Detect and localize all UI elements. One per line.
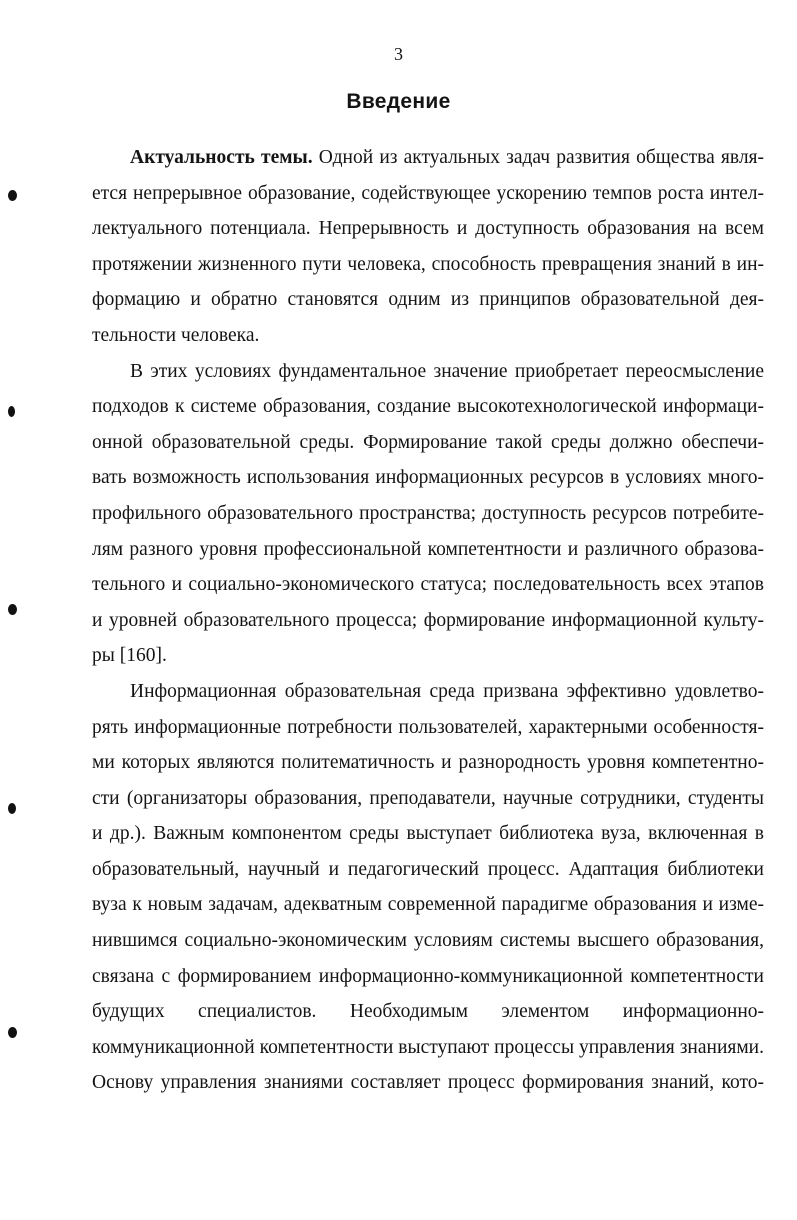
paragraph-line: нившимся социально-экономическим условиям системы высшего образования, [92,930,764,952]
paragraph-line: Актуальность темы. Одной из актуальных задач развития общества явля- [130,147,765,168]
paragraph-line: подходов к системе образования, создание высокотехнологической информаци- [92,396,764,418]
paragraph-line: формацию и обратно становятся одним из принципов образовательной дея- [92,289,764,311]
paragraph-3 [92,674,764,1101]
body-text [92,140,764,1101]
paragraph-line: и др.). Важным компонентом среды выступает библиотека вуза, включенная в [92,823,764,845]
paragraph-line: протяжении жизненного пути человека, способность превращения знаний в ин- [92,253,764,275]
paragraph-lead: Актуальность темы. [130,147,313,168]
binding-hole-mark [8,1027,17,1038]
paragraph-line: образовательный, научный и педагогический процесс. Адаптация библиотеки [92,858,764,880]
paragraph-line: ется непрерывное образование, содействующее ускорению темпов роста интел- [92,182,764,204]
paragraph-line: сти (организаторы образования, преподаватели, научные сотрудники, студенты [92,787,764,809]
paragraph-line: тельного и социально-экономического статуса; последовательность всех этапов [92,574,764,596]
page-number: 3 [394,44,403,64]
paragraph-line: Основу управления знаниями составляет процесс формирования знаний, кото- [92,1072,764,1094]
paragraph-line: В этих условиях фундаментальное значение приобретает переосмысление [130,360,764,382]
paragraph-line: лям разного уровня профессиональной компетентности и различного образова- [92,538,764,560]
paragraph-line: Информационная образовательная среда призвана эффективно удовлетво- [130,680,764,702]
page-title: Введение [346,90,451,113]
paragraph-line: профильного образовательного пространства; доступность ресурсов потребите- [92,502,764,524]
paragraph-line: вать возможность использования информационных ресурсов в условиях много- [92,467,764,489]
paragraph-line: связана с формированием информационно-коммуникационной компетентности [92,965,764,987]
paragraph-line: рять информационные потребности пользователей, характерными особенностя- [92,716,764,738]
binding-hole-mark [8,803,16,814]
paragraph-line: ми которых являются политематичность и разнородность уровня компетентно- [92,752,764,774]
paragraph-line: коммуникационной компетентности выступают процессы управления знаниями. [92,1036,764,1058]
binding-hole-mark [8,190,17,201]
paragraph-line: лектуального потенциала. Непрерывность и доступность образования на всем [92,218,764,240]
paragraph-line: ры [160]. [92,645,167,667]
paragraph-line: будущих специалистов. Необходимым элементом информационно- [92,1001,764,1023]
paragraph-2 [92,354,764,674]
paragraph-line: тельности человека. [92,324,260,346]
paragraph-line: и уровней образовательного процесса; формирование информационной культу- [92,609,764,631]
paragraph-line: вуза к новым задачам, адекватным современной парадигме образования и изме- [92,894,764,916]
binding-hole-mark [8,604,17,615]
paragraph-line: онной образовательной среды. Формирование такой среды должно обеспечи- [92,431,764,453]
binding-hole-mark [8,406,15,417]
paragraph-1 [92,140,764,354]
